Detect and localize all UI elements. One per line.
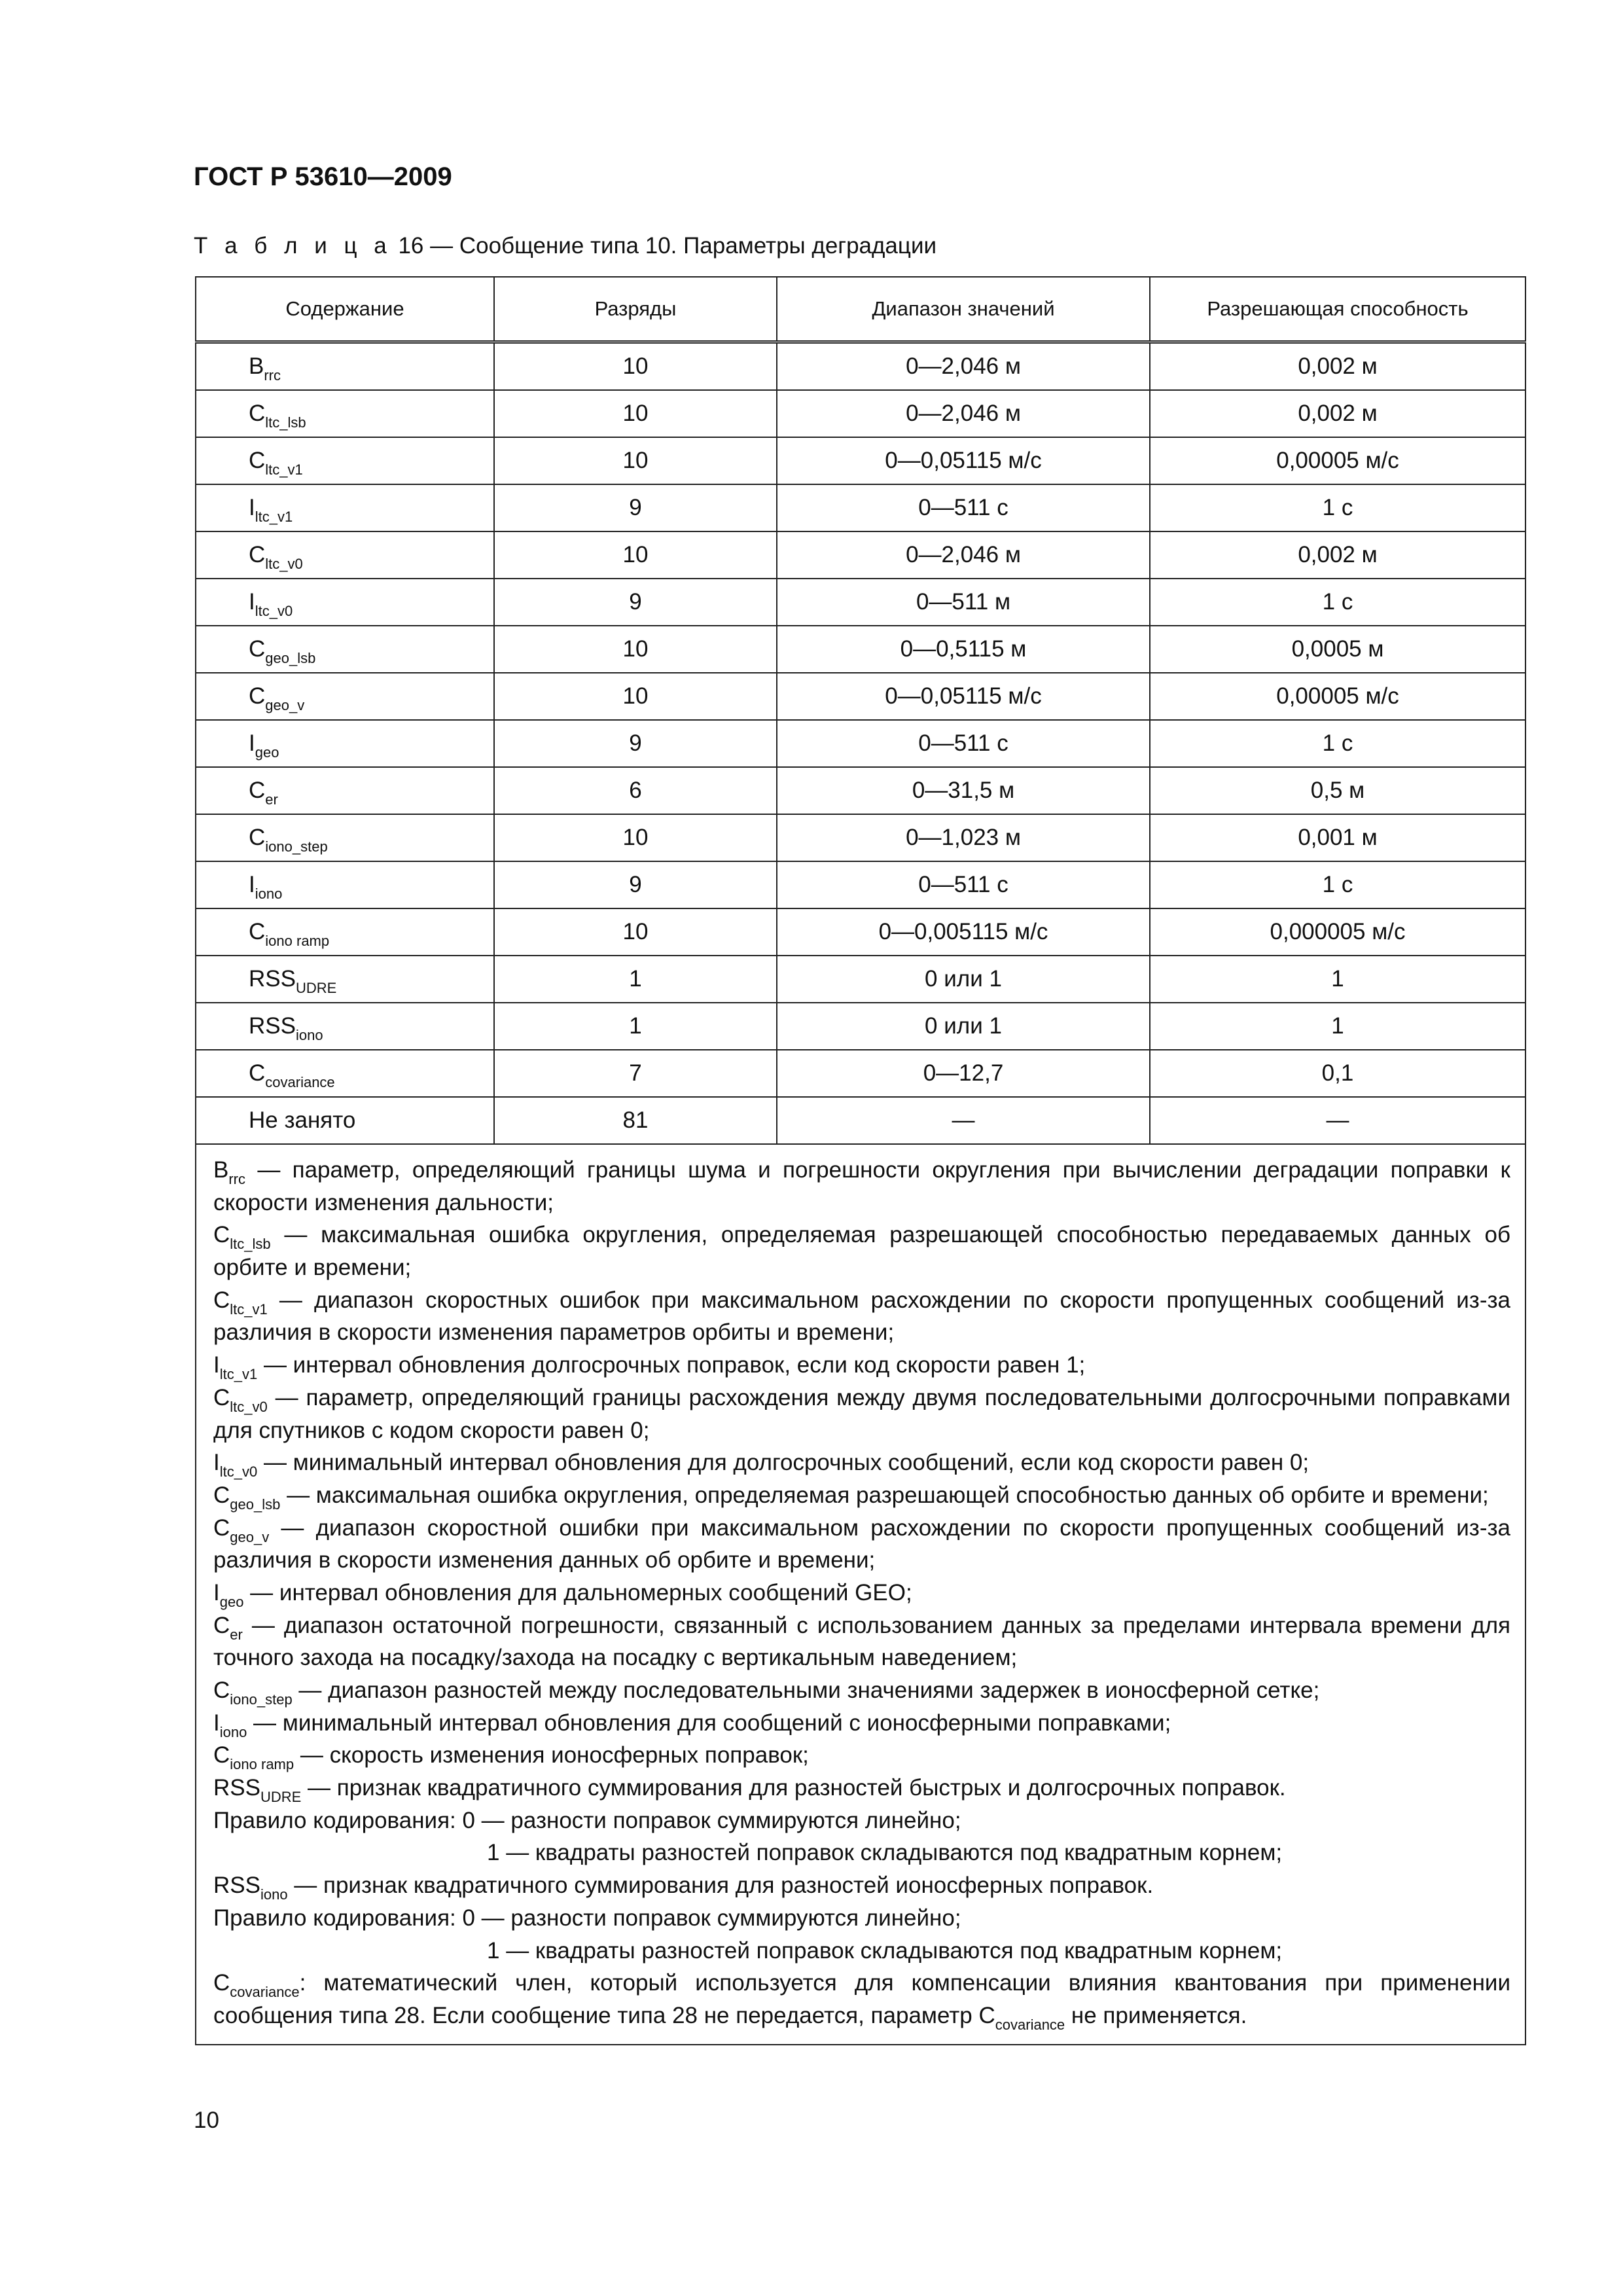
note-symbol-subscript: geo (219, 1593, 244, 1610)
note-text: : математический член, который используется для компенсации влияния квантования при применении сообщения типа 28. Если сообщение типа 28 не передается, параметр C (213, 1970, 1510, 2028)
parameter-symbol (196, 673, 494, 720)
table-row (196, 908, 1525, 956)
symbol-subscript: geo_lsb (265, 650, 316, 666)
note-line (213, 1479, 1510, 1512)
note-symbol-base: C (213, 1482, 230, 1508)
bits-cell: 9 (494, 720, 777, 767)
table-row (196, 673, 1525, 720)
symbol-base: C (249, 683, 266, 709)
bits-cell: 1 (494, 1003, 777, 1050)
bits-cell: 81 (494, 1097, 777, 1144)
table-header-row (196, 277, 1525, 342)
table-row (196, 861, 1525, 908)
document-title: ГОСТ Р 53610—2009 (194, 162, 452, 191)
note-line (213, 1837, 1510, 1869)
note-symbol-base: I (213, 1450, 220, 1476)
parameter-symbol (196, 531, 494, 579)
range-cell: 0—2,046 м (777, 531, 1150, 579)
range-cell: 0—511 м (777, 579, 1150, 626)
bits-cell: 10 (494, 437, 777, 484)
note-text: — параметр, определяющий границы расхождения между двумя последовательными долгосрочными поправками для спутников с кодом скорости равен 0; (213, 1384, 1510, 1443)
parameter-symbol (196, 579, 494, 626)
note-line (213, 1382, 1510, 1446)
note-symbol-subscript: ltc_v0 (219, 1463, 258, 1480)
table-body (196, 342, 1525, 1145)
symbol-subscript: rrc (264, 367, 281, 384)
bits-cell: 10 (494, 342, 777, 391)
note-symbol-base: C (213, 1970, 230, 1996)
resolution-cell: 0,002 м (1150, 342, 1525, 391)
symbol-base: C (249, 542, 266, 567)
note-text: — максимальная ошибка округления, определяемая разрешающей способностью данных об орбите и времени; (280, 1482, 1489, 1508)
parameter-symbol (196, 1097, 494, 1144)
table-row (196, 390, 1525, 437)
range-cell: 0—511 с (777, 720, 1150, 767)
note-text: — минимальный интервал обновления для сообщений с ионосферными поправками; (247, 1710, 1171, 1736)
note-symbol-base: C (213, 1287, 230, 1313)
table-caption-prefix: Т а б л и ц а (194, 233, 392, 259)
note-symbol-subscript: covariance (230, 1984, 300, 2001)
note-symbol-subscript: iono ramp (230, 1756, 294, 1773)
note-line (213, 1869, 1510, 1902)
symbol-subscript: ltc_v1 (265, 461, 303, 478)
resolution-cell: 1 с (1150, 861, 1525, 908)
parameter-symbol (196, 437, 494, 484)
parameter-symbol (196, 814, 494, 861)
symbol-base: C (249, 825, 266, 850)
resolution-cell: 1 с (1150, 579, 1525, 626)
note-symbol-base: I (213, 1579, 220, 1605)
table-row (196, 484, 1525, 531)
symbol-base: RSS (249, 966, 296, 992)
symbol-base: C (249, 919, 266, 944)
table-row (196, 342, 1525, 391)
table-caption (194, 233, 936, 259)
note-symbol-base: I (213, 1710, 220, 1736)
symbol-base: RSS (249, 1013, 296, 1039)
note-text: — параметр, определяющий границы шума и погрешности округления при вычислении деградации поправки к скорости изменения дальности; (213, 1157, 1510, 1215)
note-text: 1 — квадраты разностей поправок складываются под квадратным корнем; (487, 1937, 1283, 1964)
note-line (213, 1772, 1510, 1804)
symbol-base: C (249, 1060, 266, 1086)
bits-cell: 9 (494, 579, 777, 626)
range-cell: — (777, 1097, 1150, 1144)
note-line (213, 1349, 1510, 1382)
symbol-subscript: iono_step (265, 838, 328, 855)
table-caption-text: 16 — Сообщение типа 10. Параметры деградации (391, 233, 937, 259)
note-line (213, 1609, 1510, 1674)
note-line (213, 1154, 1510, 1219)
note-text: — интервал обновления для дальномерных сообщений GEO; (243, 1579, 912, 1605)
column-header-bits: Разряды (494, 277, 777, 342)
table-row (196, 531, 1525, 579)
symbol-subscript: UDRE (295, 980, 337, 996)
range-cell: 0—0,05115 м/с (777, 437, 1150, 484)
symbol-base: C (249, 636, 266, 662)
note-text: — признак квадратичного суммирования для разностей быстрых и долгосрочных поправок. (301, 1775, 1286, 1801)
range-cell: 0—1,023 м (777, 814, 1150, 861)
symbol-subscript: covariance (265, 1074, 335, 1090)
note-line (213, 1446, 1510, 1479)
symbol-subscript: iono (295, 1027, 323, 1043)
table-row (196, 626, 1525, 673)
resolution-cell: 0,000005 м/с (1150, 908, 1525, 956)
range-cell: 0—511 с (777, 861, 1150, 908)
note-line (213, 1219, 1510, 1283)
note-text: — признак квадратичного суммирования для разностей ионосферных поправок. (287, 1873, 1154, 1899)
column-header-content: Содержание (196, 277, 494, 342)
note-line (213, 1512, 1510, 1577)
bits-cell: 10 (494, 531, 777, 579)
parameter-symbol (196, 767, 494, 814)
table-row (196, 767, 1525, 814)
column-header-resolution: Разрешающая способность (1150, 277, 1525, 342)
note-line (213, 1804, 1510, 1837)
note-text: — интервал обновления долгосрочных поправок, если код скорости равен 1; (257, 1352, 1086, 1378)
column-header-range: Диапазон значений (777, 277, 1150, 342)
note-symbol-subscript: iono_step (230, 1691, 293, 1708)
note-text-tail: не применяется. (1065, 2002, 1247, 2028)
note-symbol-base: C (213, 1612, 230, 1638)
notes-cell (196, 1144, 1525, 2045)
note-line (213, 1739, 1510, 1772)
note-line (213, 1967, 1510, 2032)
table-row (196, 814, 1525, 861)
symbol-base: I (249, 730, 255, 756)
symbol-base: C (249, 448, 266, 473)
bits-cell: 10 (494, 673, 777, 720)
resolution-cell: 1 с (1150, 720, 1525, 767)
resolution-cell: 0,00005 м/с (1150, 437, 1525, 484)
symbol-subscript: er (265, 791, 278, 808)
bits-cell: 7 (494, 1050, 777, 1097)
symbol-base: Не занято (249, 1107, 356, 1133)
resolution-cell: 0,002 м (1150, 531, 1525, 579)
resolution-cell: 0,5 м (1150, 767, 1525, 814)
symbol-base: I (249, 589, 255, 615)
note-symbol-base: C (213, 1742, 230, 1768)
note-line (213, 1707, 1510, 1740)
table-row (196, 720, 1525, 767)
note-symbol-base: C (213, 1515, 230, 1541)
note-line (213, 1284, 1510, 1349)
note-symbol-base: C (213, 1677, 230, 1703)
parameter-symbol (196, 1003, 494, 1050)
note-symbol-base: C (213, 1222, 230, 1248)
table-row (196, 1097, 1525, 1144)
note-line (213, 1577, 1510, 1609)
resolution-cell: 1 (1150, 1003, 1525, 1050)
note-text: Правило кодирования: 0 — разности поправок суммируются линейно; (213, 1807, 961, 1833)
range-cell: 0—31,5 м (777, 767, 1150, 814)
note-symbol-subscript: iono (219, 1723, 247, 1740)
note-text: — диапазон скоростных ошибок при максимальном расхождении по скорости пропущенных сообщений из-за различия в скорости изменения параметров орбиты и времени; (213, 1287, 1510, 1346)
symbol-subscript: ltc_v1 (255, 509, 293, 525)
note-symbol-subscript: er (230, 1626, 243, 1643)
bits-cell: 10 (494, 390, 777, 437)
table-row (196, 1050, 1525, 1097)
symbol-subscript: ltc_lsb (265, 414, 306, 431)
range-cell: 0—2,046 м (777, 390, 1150, 437)
resolution-cell: 0,001 м (1150, 814, 1525, 861)
note-symbol-base: I (213, 1352, 220, 1378)
note-symbol-subscript: ltc_v1 (219, 1366, 258, 1383)
note-text: — минимальный интервал обновления для долгосрочных сообщений, если код скорости равен 0; (257, 1450, 1310, 1476)
symbol-subscript: ltc_v0 (265, 556, 303, 572)
parameter-symbol (196, 1050, 494, 1097)
table-row (196, 1003, 1525, 1050)
resolution-cell: — (1150, 1097, 1525, 1144)
note-text: — диапазон разностей между последовательными значениями задержек в ионосферной сетке; (292, 1677, 1320, 1703)
symbol-base: I (249, 495, 255, 520)
note-symbol-subscript: ltc_v0 (230, 1398, 268, 1415)
note-text: — скорость изменения ионосферных поправок; (294, 1742, 809, 1768)
note-line (213, 1674, 1510, 1707)
note-symbol-subscript: iono (260, 1886, 288, 1903)
note-line (213, 1902, 1510, 1935)
bits-cell: 10 (494, 814, 777, 861)
range-cell: 0 или 1 (777, 1003, 1150, 1050)
parameter-symbol (196, 720, 494, 767)
bits-cell: 9 (494, 861, 777, 908)
bits-cell: 10 (494, 908, 777, 956)
resolution-cell: 0,0005 м (1150, 626, 1525, 673)
bits-cell: 9 (494, 484, 777, 531)
note-symbol-subscript: ltc_v1 (230, 1300, 268, 1318)
range-cell: 0—0,05115 м/с (777, 673, 1150, 720)
note-symbol-subscript: geo_lsb (230, 1496, 281, 1513)
table-row (196, 956, 1525, 1003)
bits-cell: 10 (494, 626, 777, 673)
parameter-symbol (196, 956, 494, 1003)
note-symbol-base: RSS (213, 1873, 260, 1899)
symbol-base: C (249, 778, 266, 803)
range-cell: 0 или 1 (777, 956, 1150, 1003)
table-row (196, 579, 1525, 626)
range-cell: 0—0,005115 м/с (777, 908, 1150, 956)
note-inline-subscript: covariance (995, 2016, 1065, 2033)
page-number: 10 (194, 2108, 219, 2133)
note-symbol-subscript: rrc (228, 1171, 246, 1187)
symbol-base: C (249, 401, 266, 426)
resolution-cell: 0,00005 м/с (1150, 673, 1525, 720)
symbol-subscript: iono (255, 886, 283, 902)
table-row (196, 437, 1525, 484)
resolution-cell: 0,002 м (1150, 390, 1525, 437)
parameters-table (195, 276, 1526, 2045)
symbol-subscript: geo (255, 744, 279, 761)
resolution-cell: 1 с (1150, 484, 1525, 531)
note-text: — диапазон остаточной погрешности, связанный с использованием данных за пределами интервала времени для точного захода на посадку/захода на посадку с вертикальным наведением; (213, 1612, 1510, 1671)
parameter-symbol (196, 908, 494, 956)
notes-row (196, 1144, 1525, 2045)
note-text: — диапазон скоростной ошибки при максимальном расхождении по скорости пропущенных сообщений из-за различия в скорости изменения данных об орбите и времени; (213, 1515, 1510, 1573)
symbol-subscript: geo_v (265, 697, 305, 713)
symbol-base: I (249, 872, 255, 897)
note-symbol-base: B (213, 1157, 229, 1183)
resolution-cell: 1 (1150, 956, 1525, 1003)
range-cell: 0—511 с (777, 484, 1150, 531)
symbol-subscript: ltc_v0 (255, 603, 293, 619)
note-text: Правило кодирования: 0 — разности поправок суммируются линейно; (213, 1905, 961, 1931)
bits-cell: 6 (494, 767, 777, 814)
resolution-cell: 0,1 (1150, 1050, 1525, 1097)
note-text: — максимальная ошибка округления, определяемая разрешающей способностью передаваемых данных об орбите и времени; (213, 1222, 1510, 1281)
note-line (213, 1935, 1510, 1967)
parameter-symbol (196, 342, 494, 391)
bits-cell: 1 (494, 956, 777, 1003)
symbol-base: B (249, 353, 264, 379)
parameter-symbol (196, 626, 494, 673)
parameter-symbol (196, 484, 494, 531)
range-cell: 0—12,7 (777, 1050, 1150, 1097)
note-symbol-base: RSS (213, 1775, 260, 1801)
parameter-symbol (196, 390, 494, 437)
note-text: 1 — квадраты разностей поправок складываются под квадратным корнем; (487, 1840, 1283, 1866)
note-symbol-base: C (213, 1384, 230, 1410)
note-symbol-subscript: ltc_lsb (230, 1236, 271, 1253)
note-symbol-subscript: UDRE (260, 1789, 302, 1806)
range-cell: 0—2,046 м (777, 342, 1150, 391)
note-symbol-subscript: geo_v (230, 1528, 270, 1545)
symbol-subscript: iono ramp (265, 933, 330, 949)
parameter-symbol (196, 861, 494, 908)
range-cell: 0—0,5115 м (777, 626, 1150, 673)
